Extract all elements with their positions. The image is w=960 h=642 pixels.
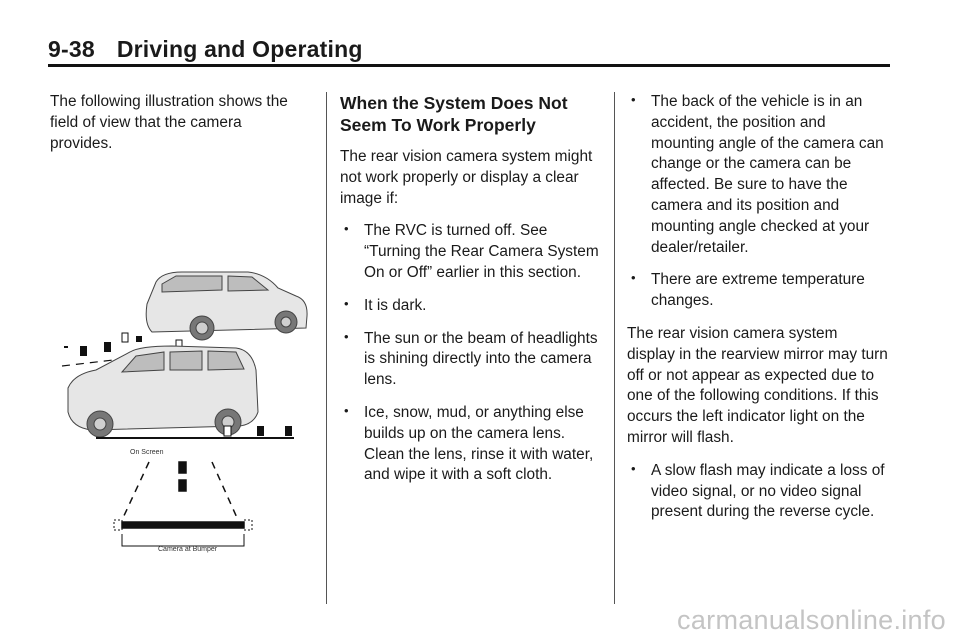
condition-list — [340, 221, 602, 486]
upper-vehicle-drawing — [146, 272, 307, 340]
page-number: 9-38 — [48, 36, 95, 62]
illustration-intro: The following illustration shows the field of view that the camera provides. — [50, 93, 288, 152]
list-item: • The back of the vehicle is in an accident, the position and mounting angle of the camera can change or the camera can be affected. Be sure to have the camera and its position and mounting angle checked at your dealer/retailer. — [627, 92, 889, 258]
condition-list-continued — [627, 92, 889, 312]
column-left — [50, 92, 306, 166]
column-divider-1 — [326, 92, 327, 604]
flash-indicator-list — [627, 461, 889, 523]
list-item: • The RVC is turned off. See “Turning the Rear Camera System On or Off” earlier in this section. — [340, 221, 602, 283]
section-heading: When the System Does Not Seem To Work Properly — [340, 93, 568, 135]
camera-view-illustration — [52, 262, 314, 568]
page-header — [48, 36, 363, 63]
section-intro: The rear vision camera system might not work properly or display a clear image if: — [340, 148, 593, 207]
watermark: carmanualsonline.info — [677, 605, 946, 635]
camera-at-bumper-label: Camera at Bumper — [158, 546, 218, 553]
list-item: • There are extreme temperature changes. — [627, 270, 889, 312]
column-middle — [340, 92, 602, 498]
column-right — [627, 92, 889, 535]
chapter-title: Driving and Operating — [116, 36, 363, 62]
mirror-display-paragraph: The rear vision camera system display in the rearview mirror may turn off or not appear as expected due to one of the following conditions. If this occurs the left indicator light on the mirror will flash. — [627, 324, 888, 446]
lower-vehicle-drawing — [68, 346, 258, 437]
screen-view-diagram — [114, 462, 252, 546]
list-item: • Ice, snow, mud, or anything else builds up on the camera lens. Clean the lens, rinse it with water, and wipe it with a soft cloth. — [340, 403, 602, 486]
list-item: • The sun or the beam of headlights is shining directly into the camera lens. — [340, 329, 602, 391]
list-item: • It is dark. — [340, 296, 602, 317]
list-item: • A slow flash may indicate a loss of video signal, or no video signal present during the reverse cycle. — [627, 461, 889, 523]
on-screen-label: On Screen — [130, 449, 164, 456]
header-rule — [48, 64, 890, 67]
column-divider-2 — [614, 92, 615, 604]
